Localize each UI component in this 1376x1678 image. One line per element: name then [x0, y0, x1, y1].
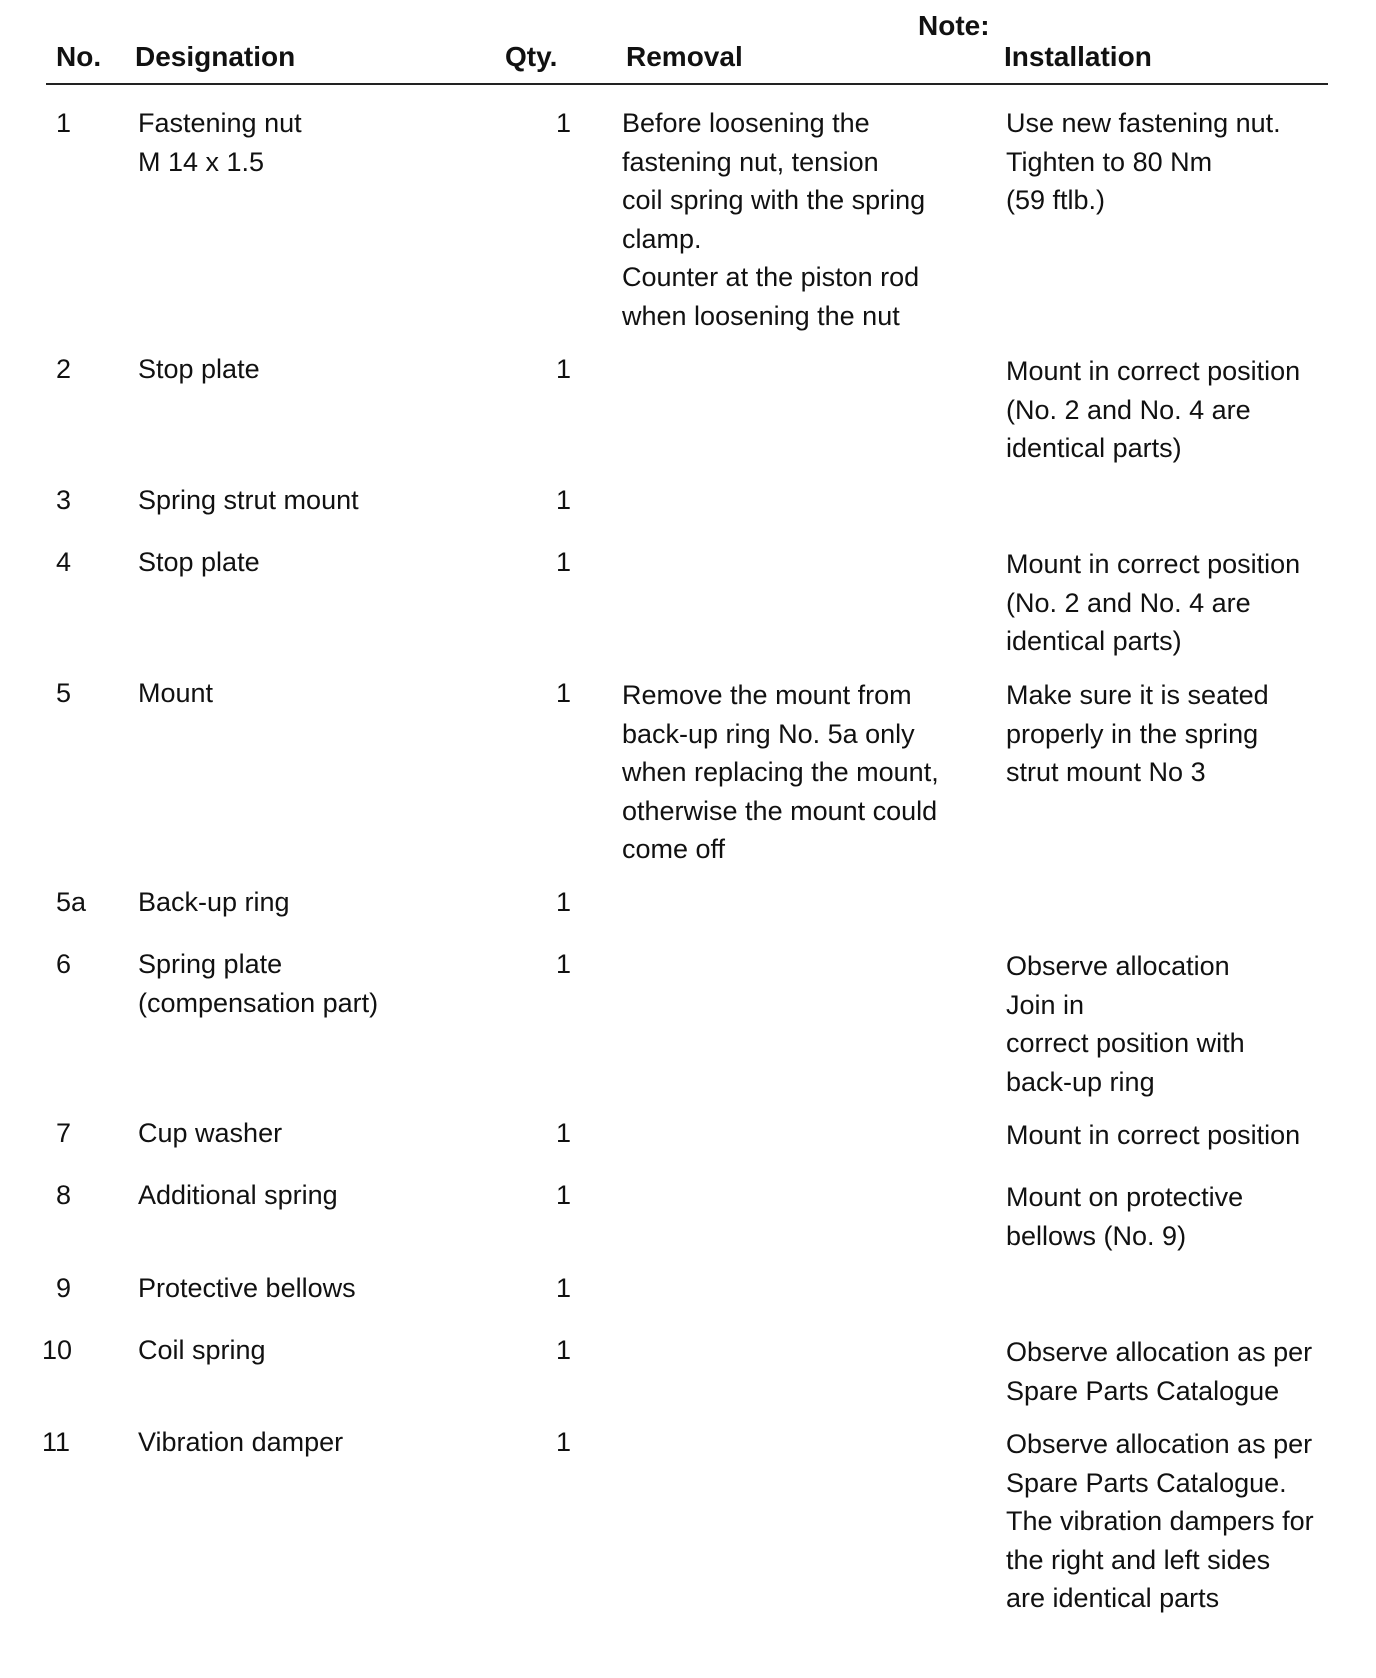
header-divider	[46, 83, 1328, 85]
row-designation: Spring strut mount	[138, 485, 359, 515]
column-header-designation: Designation	[135, 41, 296, 72]
row-designation: Fastening nut M 14 x 1.5	[138, 108, 302, 177]
row-quantity: 1	[556, 1180, 572, 1210]
row-designation: Stop plate	[138, 547, 260, 577]
row-number: 3	[56, 485, 72, 515]
row-number: 11	[42, 1427, 71, 1457]
row-designation: Additional spring	[138, 1180, 338, 1210]
row-removal-note: Before loosening the fastening nut, tension coil spring with the spring clamp. Counter at the piston rod when loosening the nut	[622, 108, 926, 331]
row-installation-note: Use new fastening nut. Tighten to 80 Nm (59 ftlb.)	[1006, 108, 1281, 215]
row-quantity: 1	[556, 1335, 572, 1365]
row-quantity: 1	[556, 1118, 572, 1148]
row-quantity: 1	[556, 949, 572, 979]
row-number: 2	[56, 354, 72, 384]
row-quantity: 1	[556, 108, 572, 138]
row-designation: Cup washer	[138, 1118, 283, 1148]
row-number: 10	[42, 1335, 73, 1365]
row-quantity: 1	[556, 485, 572, 515]
column-header-qty: Qty.	[505, 41, 558, 72]
row-designation: Spring plate (compensation part)	[138, 949, 379, 1018]
row-installation-note: Observe allocation as per Spare Parts Catalogue. The vibration dampers for the right and left sides are identical parts	[1006, 1429, 1314, 1613]
row-number: 8	[56, 1180, 72, 1210]
row-number: 1	[56, 108, 72, 138]
column-header-installation: Installation	[1004, 41, 1152, 72]
column-header-removal: Removal	[626, 41, 743, 72]
row-designation: Vibration damper	[138, 1427, 344, 1457]
row-designation: Back-up ring	[138, 887, 290, 917]
row-quantity: 1	[556, 678, 572, 708]
row-designation: Coil spring	[138, 1335, 266, 1365]
row-designation: Stop plate	[138, 354, 260, 384]
row-installation-note: Mount in correct position	[1006, 1120, 1301, 1150]
column-header-no: No.	[56, 41, 102, 72]
row-installation-note: Make sure it is seated properly in the spring strut mount No 3	[1006, 680, 1269, 787]
row-installation-note: Observe allocation as per Spare Parts Catalogue	[1006, 1337, 1313, 1406]
row-number: 4	[56, 547, 72, 577]
row-number: 5	[56, 678, 72, 708]
row-number: 5a	[56, 887, 87, 917]
row-number: 7	[56, 1118, 72, 1148]
row-installation-note: Mount in correct position (No. 2 and No. 4 are identical parts)	[1006, 356, 1301, 463]
row-removal-note: Remove the mount from back-up ring No. 5a only when replacing the mount, otherwise the mount could come off	[622, 680, 939, 864]
row-quantity: 1	[556, 1427, 572, 1457]
row-number: 9	[56, 1273, 72, 1303]
row-number: 6	[56, 949, 72, 979]
row-installation-note: Observe allocation Join in correct position with back-up ring	[1006, 951, 1245, 1097]
row-installation-note: Mount on protective bellows (No. 9)	[1006, 1182, 1244, 1251]
row-quantity: 1	[556, 547, 572, 577]
row-installation-note: Mount in correct position (No. 2 and No. 4 are identical parts)	[1006, 549, 1301, 656]
row-designation: Protective bellows	[138, 1273, 356, 1303]
row-quantity: 1	[556, 1273, 572, 1303]
row-quantity: 1	[556, 887, 572, 917]
row-designation: Mount	[138, 678, 214, 708]
note-heading: Note:	[918, 10, 990, 41]
row-quantity: 1	[556, 354, 572, 384]
